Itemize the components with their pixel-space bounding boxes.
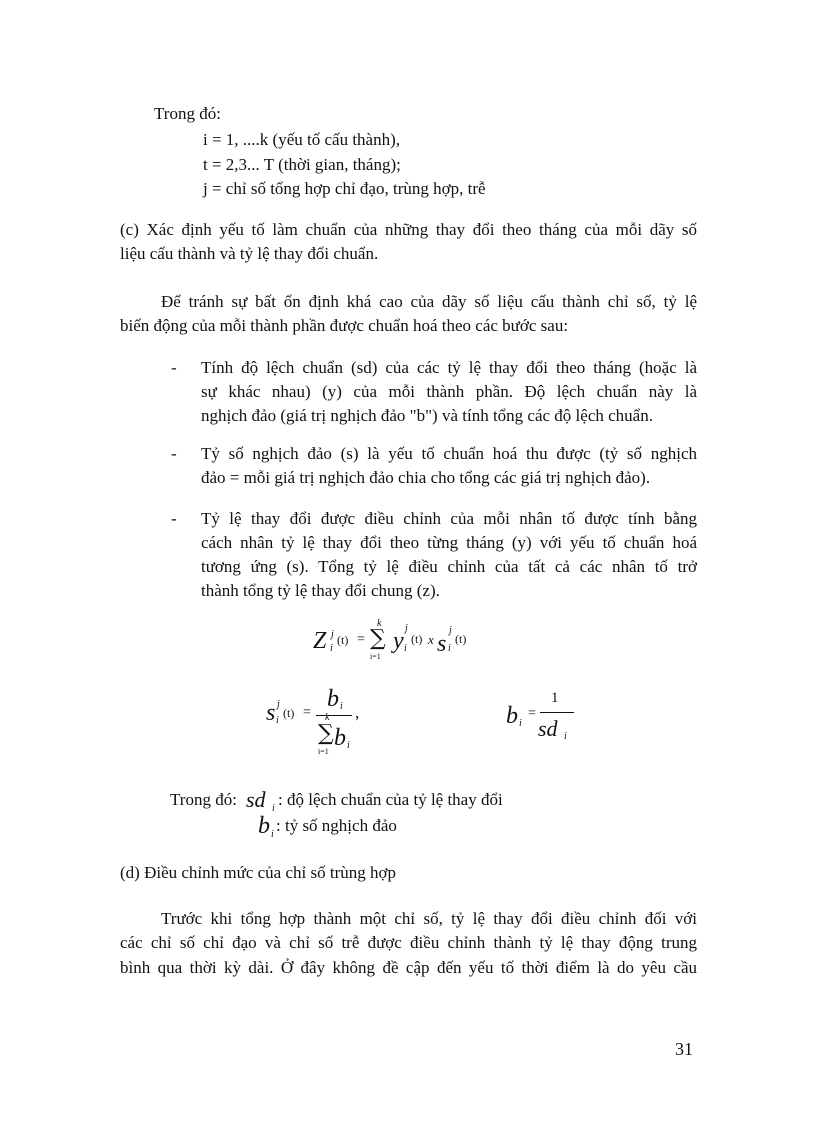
formula-z-sum-upper: k bbox=[377, 618, 382, 629]
bullet-2-line-2: đảo = mỗi giá trị nghịch đảo chia cho tổng các giá trị nghịch đảo). bbox=[201, 468, 651, 487]
paragraph-1-line-2: biến động của mỗi thành phần được chuẩn hoá theo các bước sau: bbox=[120, 316, 569, 335]
paragraph-2-line-1: Trước khi tổng hợp thành một chỉ số, tỷ lệ thay đổi điều chỉnh đối với bbox=[161, 909, 697, 928]
paragraph-2-line-2: các chỉ số chỉ đạo và chỉ số trễ được điều chỉnh thành tỷ lệ thay động trung bbox=[120, 933, 697, 952]
formula-b-fraction-bar bbox=[540, 712, 574, 713]
formula-b-numerator: 1 bbox=[551, 690, 559, 706]
where-label-2: Trong đó: bbox=[170, 790, 237, 809]
bullet-3-line-1: Tỷ lệ thay đổi được điều chỉnh của mỗi nhân tố được tính bằng bbox=[201, 509, 697, 528]
bullet-1-line-3: nghịch đảo (giá trị nghịch đảo "b") và tính tổng các độ lệch chuẩn. bbox=[201, 406, 653, 425]
formula-z-sum: ∑ bbox=[370, 626, 386, 651]
bullet-1-line-1: Tính độ lệch chuẩn (sd) của các tỷ lệ thay đổi theo tháng (hoặc là bbox=[201, 358, 697, 377]
formula-z-s-arg: (t) bbox=[455, 632, 467, 646]
page-number: 31 bbox=[675, 1039, 693, 1059]
formula-z-symbol: Z bbox=[313, 628, 327, 654]
section-d-heading: (d) Điều chỉnh mức của chỉ số trùng hợp bbox=[120, 863, 396, 882]
definition-j: j = chỉ số tổng hợp chỉ đạo, trùng hợp, trễ bbox=[203, 179, 486, 198]
formula-z-equals: = bbox=[357, 632, 365, 647]
definition-i: i = 1, ....k (yếu tố cấu thành), bbox=[203, 130, 401, 149]
formula-z-s-sub-i: i bbox=[448, 643, 451, 654]
formula-z-y-sub-i: i bbox=[404, 643, 407, 654]
formula-z-y-arg: (t) bbox=[411, 632, 423, 646]
formula-s-denominator-sub-i: i bbox=[347, 740, 350, 751]
formula-z-times: x bbox=[428, 632, 434, 647]
definition-t: t = 2,3... T (thời gian, tháng); bbox=[203, 155, 401, 174]
formula-s-symbol: s bbox=[266, 700, 276, 726]
formula-s-arg: (t) bbox=[283, 706, 295, 720]
formula-s-equals: = bbox=[303, 705, 311, 720]
formula-s-sum-upper: k bbox=[325, 712, 330, 723]
formula-z-sub-i: i bbox=[330, 643, 333, 654]
formula-z-arg: (t) bbox=[337, 633, 349, 647]
formula-z-sum-lower: i=1 bbox=[370, 652, 381, 661]
legend-sd-description: : độ lệch chuẩn của tỷ lệ thay đổi bbox=[278, 790, 503, 809]
legend-b-symbol: b bbox=[258, 813, 270, 839]
legend-b-description: : tỷ số nghịch đảo bbox=[276, 816, 397, 835]
bullet-3-line-3: tương ứng (s). Tổng tỷ lệ điều chỉnh của tất cả các nhân tố trở bbox=[201, 557, 697, 576]
formula-s-sum: ∑ bbox=[318, 721, 334, 746]
bullet-2-line-1: Tỷ số nghịch đảo (s) là yếu tố chuẩn hoá thu được (tỷ số nghịch bbox=[201, 444, 697, 463]
formula-z-s-sup-j: j bbox=[449, 625, 452, 636]
formula-b-symbol: b bbox=[506, 703, 518, 729]
paragraph-1-line-1: Để tránh sự bất ổn định khá cao của dãy số liệu cấu thành chỉ số, tỷ lệ bbox=[161, 292, 697, 311]
bullet-dash-3: - bbox=[171, 509, 177, 528]
legend-b-sub-i: i bbox=[271, 829, 274, 840]
formula-s-numerator-sub-i: i bbox=[340, 701, 343, 712]
formula-s-fraction-bar bbox=[316, 715, 352, 716]
formula-b-sub-i: i bbox=[519, 718, 522, 729]
bullet-dash-1: - bbox=[171, 358, 177, 377]
formula-s-sup-j: j bbox=[277, 699, 280, 710]
section-c-line-1: (c) Xác định yếu tố làm chuẩn của những thay đổi theo tháng của mỗi dãy số bbox=[120, 220, 697, 239]
formula-s-sum-lower: i=1 bbox=[318, 747, 329, 756]
bullet-1-line-2: sự khác nhau) (y) của mỗi thành phần. Độ lệch chuẩn này là bbox=[201, 382, 697, 401]
formula-z-y: y bbox=[393, 628, 404, 654]
bullet-dash-2: - bbox=[171, 444, 177, 463]
formula-z-s: s bbox=[437, 631, 447, 657]
formula-s-numerator-b: b bbox=[327, 686, 339, 712]
bullet-3-line-2: cách nhân tỷ lệ thay đổi theo từng tháng (y) với yếu tố chuẩn hoá bbox=[201, 533, 697, 552]
legend-sd-sub-i: i bbox=[272, 803, 275, 814]
formula-b-denominator-sd: sd bbox=[538, 716, 558, 741]
paragraph-2-line-3: bình qua thời kỳ dài. Ở đây không đề cập đến yếu tố thời điểm là do yêu cầu bbox=[120, 958, 697, 977]
formula-b-denominator-sub-i: i bbox=[564, 731, 567, 742]
formula-s-denominator-b: b bbox=[334, 725, 346, 751]
formula-b-equals: = bbox=[528, 706, 536, 721]
formula-s-sub-i: i bbox=[276, 715, 279, 726]
where-label: Trong đó: bbox=[154, 104, 221, 123]
bullet-3-line-4: thành tổng tỷ lệ thay đổi chung (z). bbox=[201, 581, 440, 600]
formula-z-y-sup-j: j bbox=[405, 623, 408, 634]
formula-z-sup-j: j bbox=[331, 629, 334, 640]
formula-s-comma: , bbox=[355, 703, 360, 722]
section-c-line-2: liệu cấu thành và tỷ lệ thay đổi chuẩn. bbox=[120, 244, 379, 263]
legend-sd-symbol: sd bbox=[246, 787, 266, 812]
